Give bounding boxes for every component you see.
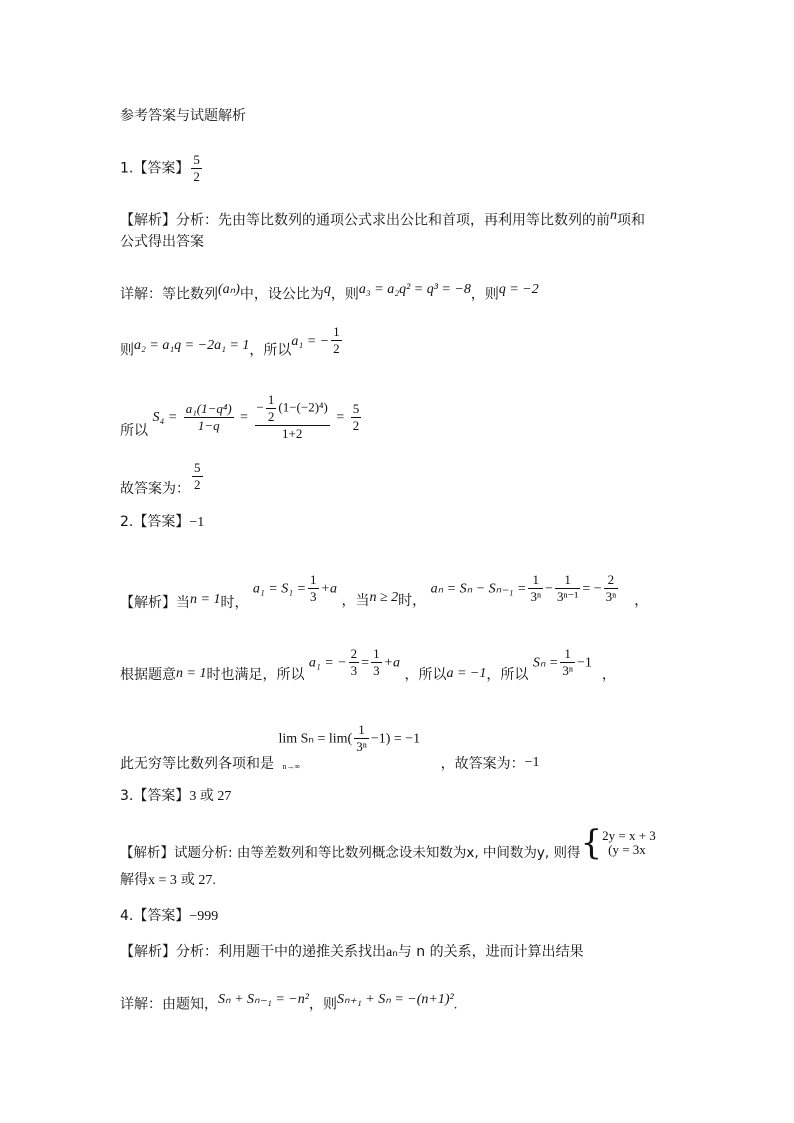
- q2-c-f: [354, 722, 369, 755]
- q1-fraction-3: [351, 401, 362, 434]
- q1-then-b: ，所以: [249, 342, 292, 359]
- q1-detail-c: ，则: [330, 286, 359, 303]
- q3-system: [602, 829, 656, 857]
- q1-detail-b: 中，设公比为: [239, 286, 324, 303]
- q1-q: q: [323, 282, 331, 297]
- q1-therefore-fraction: [192, 460, 203, 493]
- q1-f3-num: 5: [352, 400, 360, 416]
- q2-b-f1-den: 3: [350, 663, 358, 678]
- q3-solve-b: x = 3: [148, 873, 177, 888]
- q1-so: 所以: [120, 423, 148, 439]
- page-title: 参考答案与试题解析: [120, 108, 246, 124]
- q1-answer-den: 2: [193, 169, 200, 184]
- q2-analysis-line: [120, 572, 649, 611]
- q1-eq2: q = −2: [498, 282, 539, 297]
- q4-detail-b: ，则: [308, 996, 337, 1013]
- q2-lim-sub: n→∞: [282, 762, 301, 771]
- q2-comma-when: ，当: [341, 592, 370, 609]
- q2-c-post: ，故答案为：: [440, 755, 525, 772]
- q2-third: [308, 572, 319, 605]
- q1-sum-line: [120, 392, 363, 442]
- q2-eqneg: = −: [582, 581, 602, 597]
- q2-answer-line: [120, 512, 204, 533]
- q1-fraction-1: [184, 401, 234, 434]
- q2-aneq: aₙ = Sₙ − Sₙ₋₁ =: [430, 581, 527, 597]
- q4-analysis-a: 【解析】分析：利用题干中的递推关系找出: [120, 944, 386, 960]
- q1-answer-fraction: [191, 152, 202, 185]
- q2-comma: ，: [634, 592, 649, 609]
- q1-eq-a: =: [240, 410, 249, 425]
- q2-t3-num: 2: [604, 572, 619, 589]
- q2-condition-line: [120, 646, 616, 683]
- q4-answer-line: [120, 906, 218, 927]
- q2-third-num: 1: [310, 572, 317, 587]
- q3-solve-c: 或 27.: [180, 873, 216, 888]
- q2-lim2: −1) = −1: [370, 731, 421, 747]
- q1-f2-half-den: 2: [267, 409, 275, 424]
- q1-s4: S₄ =: [152, 410, 178, 425]
- q2-limit-expr: [278, 722, 420, 777]
- q2-b-pre: 根据题意: [120, 666, 176, 683]
- q1-half-fraction: [331, 324, 342, 357]
- q3-solve-line: [120, 870, 216, 891]
- q2-a1eq: a₁ = S₁ =: [252, 581, 307, 597]
- q4-analysis-line: [120, 942, 584, 963]
- q2-plus-a: +a: [320, 581, 337, 597]
- q2-b-a: a = −1: [446, 665, 487, 681]
- q2-lim1: lim Sₙ = lim(: [278, 731, 353, 747]
- q2-b-f3-den: 3ⁿ: [562, 663, 573, 678]
- q1-label: 1.【答案】: [120, 160, 190, 177]
- q2-answer: −1: [189, 515, 205, 530]
- q1-half-den: 2: [333, 341, 340, 356]
- q1-eq3: a₂ = a₁q = −2a₁ = 1: [134, 337, 250, 353]
- q2-t1: [528, 572, 543, 605]
- q3-analysis-line: [120, 823, 656, 863]
- q1-half-num: 1: [333, 324, 340, 339]
- q2-c-pre: 此无穷等比数列各项和是: [120, 755, 274, 772]
- q2-b-eq2: =: [361, 655, 370, 671]
- q1-therefore-num: 5: [194, 460, 201, 475]
- q2-b-time: 时也满足，所以: [206, 666, 305, 683]
- q1-f2-num: (1−(−2)⁴): [278, 399, 328, 415]
- q4-an: aₙ: [386, 945, 398, 960]
- q4-eq1: Sₙ + Sₙ₋₁ = −n²: [218, 992, 309, 1007]
- q2-t1-num: 1: [528, 572, 543, 589]
- q1-therefore-line: [120, 460, 205, 497]
- q2-b-f1-num: 2: [350, 646, 358, 661]
- q1-therefore: 故答案为：: [120, 480, 190, 497]
- q2-b-f2-num: 1: [373, 646, 380, 661]
- q2-c-ans: −1: [524, 754, 540, 770]
- q1-seq: (aₙ): [218, 282, 240, 297]
- q1-analysis-line1: [120, 206, 645, 231]
- q2-b-eq1: a₁ = −: [308, 655, 347, 671]
- q1-detail-a: 详解：等比数列: [120, 286, 218, 303]
- q2-b-m1: −1: [576, 655, 592, 671]
- q1-fraction-2: [255, 392, 330, 442]
- q2-t3-den: 3ⁿ: [605, 589, 617, 604]
- q2-c-f-num: 1: [354, 722, 369, 739]
- q1-analysis-b: 项和: [617, 212, 645, 229]
- q2-t1-den: 3ⁿ: [530, 589, 542, 604]
- q1-eq-b: =: [336, 410, 345, 425]
- q2-sum-line: [120, 722, 540, 777]
- q1-eq1: a₃ = a₂q² = q³ = −8: [358, 282, 471, 297]
- q1-analysis-line2: 公式得出答案: [120, 234, 204, 250]
- q2-b-n1: n = 1: [176, 665, 207, 681]
- q3-brace: {: [580, 823, 603, 863]
- q2-b-f2: [371, 646, 382, 679]
- q2-n2: n ≥ 2: [369, 589, 399, 605]
- q2-b-f1: [349, 646, 360, 679]
- q2-b-so: ，所以: [404, 666, 447, 683]
- q2-b-f3: [560, 646, 575, 679]
- q1-analysis-n: n: [610, 208, 617, 223]
- q3-solve-a: 解得: [120, 872, 148, 888]
- q1-therefore-den: 2: [194, 477, 201, 492]
- q1-f2-pre: −: [256, 399, 264, 415]
- q1-analysis-a: 【解析】分析：先由等比数列的通项公式求出公比和首项，再利用等比数列的前: [120, 212, 610, 229]
- q2-a-time: 时，: [220, 594, 249, 611]
- q1-f2-half: [266, 392, 277, 425]
- q2-third-den: 3: [310, 589, 317, 604]
- q2-b-sn: Sₙ =: [532, 655, 559, 671]
- q4-detail-a: 详解：由题知，: [120, 996, 218, 1013]
- q2-b-f2-den: 3: [373, 663, 380, 678]
- q4-detail-line: [120, 990, 457, 1016]
- q4-answer: −999: [189, 909, 219, 924]
- q2-t3: [604, 572, 619, 605]
- q2-b-plus-a: +a: [383, 655, 401, 671]
- q2-b-f3-num: 1: [560, 646, 575, 663]
- q4-analysis-b: 与 n 的关系，进而计算出结果: [397, 944, 584, 960]
- q1-f2-half-num: 1: [267, 392, 275, 407]
- q1-detail-line: [120, 280, 539, 305]
- q3-sys2: (y = 3x: [608, 842, 646, 857]
- q3-label: 3.【答案】: [120, 788, 190, 804]
- q4-label: 4.【答案】: [120, 908, 190, 924]
- q2-t2-den: 3ⁿ⁻¹: [556, 589, 579, 604]
- q1-then-a: 则: [120, 342, 134, 359]
- q1-f1-den: 1−q: [197, 417, 220, 433]
- q2-minus: −: [545, 581, 553, 597]
- q1-detail-d: ，则: [470, 286, 499, 303]
- q1-f1-num: a₁(1−q⁴): [185, 400, 232, 416]
- q2-a-time2: 时，: [398, 592, 427, 609]
- q2-t2: [555, 572, 580, 605]
- q1-answer-num: 5: [193, 152, 200, 167]
- q2-b-comma: ，: [601, 666, 616, 683]
- q2-n1: n = 1: [190, 591, 221, 607]
- q1-f2-den: 1+2: [282, 426, 303, 441]
- q2-c-f-den: 3ⁿ: [356, 739, 367, 754]
- q3-answer: 3 或 27: [189, 789, 232, 804]
- q2-label: 2.【答案】: [120, 514, 190, 530]
- q3-answer-line: [120, 786, 231, 807]
- q2-a-pre: 【解析】当: [120, 594, 190, 611]
- q3-sys1: 2y = x + 3: [602, 828, 656, 843]
- q4-eq2: Sₙ₊₁ + Sₙ = −(n+1)²: [336, 992, 454, 1007]
- q2-b-so2: ，所以: [486, 666, 529, 683]
- q1-then-line: [120, 324, 344, 367]
- q2-t2-num: 1: [555, 572, 580, 589]
- q3-analysis: 【解析】试题分析: 由等差数列和等比数列概念设未知数为x, 中间数为y, 则得: [120, 845, 581, 861]
- q1-answer-line: [120, 152, 204, 185]
- q4-dot: .: [453, 997, 458, 1013]
- q1-f3-den: 2: [352, 417, 360, 433]
- q1-eq4: a₁ = −: [291, 333, 330, 349]
